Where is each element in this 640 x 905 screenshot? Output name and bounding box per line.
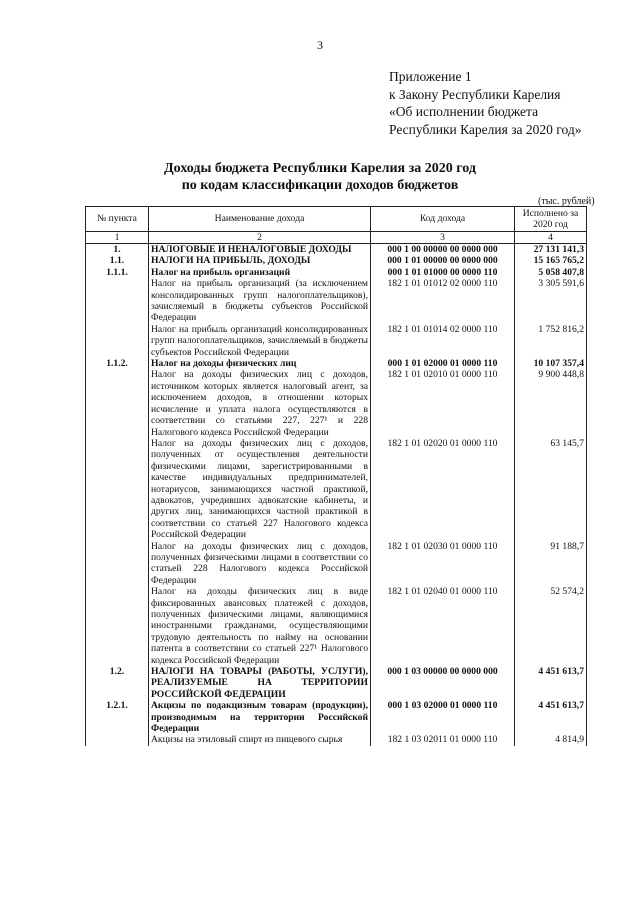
row-amount: 10 107 357,4 [515, 358, 587, 369]
col-number-2: 2 [149, 232, 371, 244]
row-amount: 4 814,9 [515, 734, 587, 745]
row-name: Акцизы на этиловый спирт из пищевого сырья [149, 734, 371, 745]
row-num: 1.2.1. [86, 700, 149, 734]
header-code: Код дохода [371, 207, 515, 232]
row-num [86, 324, 149, 358]
row-name: Акцизы по подакцизным товарам (продукции), производимым на территории Российской Федерации [149, 700, 371, 734]
table-row [86, 244, 587, 256]
row-name: Налог на доходы физических лиц в виде фиксированных авансовых платежей с доходов, полученных физическими лицами, являющимися иностранными гражданами, осуществляющими трудовую деятельность по найму на основании патента в соответствии со статьей 227¹ Налогового кодекса Российской Федерации [149, 586, 371, 666]
table-header [86, 207, 587, 244]
page-number: 3 [317, 38, 323, 52]
row-name: Налог на прибыль организаций консолидированных групп налогоплательщиков, зачисляемый в бюджеты субъектов Российской Федерации [149, 324, 371, 358]
row-code: 000 1 01 01000 00 0000 110 [371, 267, 515, 278]
document-title [0, 160, 640, 194]
row-num: 1.1.1. [86, 267, 149, 278]
row-num [86, 541, 149, 587]
appendix-header [389, 68, 581, 138]
row-name: Налог на доходы физических лиц с доходов, источником которых является налоговый агент, за исключением доходов, в отношении которых исчисление и уплата налога осуществляются в соответствии со статьями 227, 227¹ и 228 Налогового кодекса Российской Федерации [149, 369, 371, 437]
table-row [86, 369, 587, 437]
table-row [86, 541, 587, 587]
table-row [86, 255, 587, 266]
row-num [86, 278, 149, 324]
row-code: 000 1 03 02000 01 0000 110 [371, 700, 515, 734]
row-amount: 9 900 448,8 [515, 369, 587, 437]
row-name: Налог на доходы физических лиц с доходов, полученных физическими лицами в соответствии со статьей 228 Налогового кодекса Российской Федерации [149, 541, 371, 587]
table-row [86, 666, 587, 700]
header-name: Наименование дохода [149, 207, 371, 232]
row-num: 1.2. [86, 666, 149, 700]
row-num: 1. [86, 244, 149, 256]
title-line-2: по кодам классификации доходов бюджетов [181, 178, 459, 193]
row-amount: 91 188,7 [515, 541, 587, 587]
row-num [86, 734, 149, 745]
row-name: Налог на доходы физических лиц с доходов, полученных от осуществления деятельности физическими лицами, зарегистрированными в качестве индивидуальных предпринимателей, нотариусов, занимающихся частной практикой, адвокатов, учредивших адвокатские кабинеты, и других лиц, занимающихся частной практикой в соответствии со статьей 227 Налогового кодекса Российской Федерации [149, 438, 371, 541]
title-line-1: Доходы бюджета Республики Карелия за 2020 год [164, 161, 476, 176]
row-amount: 27 131 141,3 [515, 244, 587, 256]
row-code: 182 1 01 01012 02 0000 110 [371, 278, 515, 324]
row-code: 000 1 00 00000 00 0000 000 [371, 244, 515, 256]
row-code: 182 1 01 02010 01 0000 110 [371, 369, 515, 437]
row-num [86, 438, 149, 541]
row-amount: 1 752 816,2 [515, 324, 587, 358]
row-code: 182 1 01 02040 01 0000 110 [371, 586, 515, 666]
row-code: 000 1 01 02000 01 0000 110 [371, 358, 515, 369]
row-code: 182 1 03 02011 01 0000 110 [371, 734, 515, 745]
appendix-line-3: «Об исполнении бюджета [389, 104, 539, 119]
col-number-4: 4 [515, 232, 587, 244]
col-number-1: 1 [86, 232, 149, 244]
col-number-3: 3 [371, 232, 515, 244]
row-num: 1.1.2. [86, 358, 149, 369]
row-num [86, 369, 149, 437]
row-code: 182 1 01 02020 01 0000 110 [371, 438, 515, 541]
row-amount: 4 451 613,7 [515, 700, 587, 734]
row-name: НАЛОГИ НА ТОВАРЫ (РАБОТЫ, УСЛУГИ), РЕАЛИЗУЕМЫЕ НА ТЕРРИТОРИИ РОССИЙСКОЙ ФЕДЕРАЦИИ [149, 666, 371, 700]
table-row [86, 586, 587, 666]
income-table [85, 206, 587, 746]
table-row [86, 700, 587, 734]
row-amount: 3 305 591,6 [515, 278, 587, 324]
row-name: НАЛОГИ НА ПРИБЫЛЬ, ДОХОДЫ [149, 255, 371, 266]
row-amount: 15 165 765,2 [515, 255, 587, 266]
row-code: 182 1 01 01014 02 0000 110 [371, 324, 515, 358]
row-amount: 52 574,2 [515, 586, 587, 666]
appendix-line-2: к Закону Республики Карелия [389, 86, 561, 102]
table-row [86, 734, 587, 745]
header-num: № пункта [86, 207, 149, 232]
table-row [86, 358, 587, 369]
appendix-line-4: Республики Карелия за 2020 год» [389, 121, 582, 137]
table-row [86, 267, 587, 278]
row-name: Налог на прибыль организаций (за исключением консолидированных групп налогоплательщиков), зачисляемый в бюджеты субъектов Российской Федерации [149, 278, 371, 324]
row-name: Налог на доходы физических лиц [149, 358, 371, 369]
header-amount: Исполнено за 2020 год [515, 207, 587, 232]
row-num: 1.1. [86, 255, 149, 266]
row-num [86, 586, 149, 666]
row-name: НАЛОГОВЫЕ И НЕНАЛОГОВЫЕ ДОХОДЫ [149, 244, 371, 256]
appendix-line-1: Приложение 1 [389, 69, 472, 84]
row-code: 000 1 03 00000 00 0000 000 [371, 666, 515, 700]
row-amount: 4 451 613,7 [515, 666, 587, 700]
row-name: Налог на прибыль организаций [149, 267, 371, 278]
units-label: (тыс. рублей) [538, 196, 595, 207]
row-amount: 63 145,7 [515, 438, 587, 541]
row-amount: 5 058 407,8 [515, 267, 587, 278]
row-code: 182 1 01 02030 01 0000 110 [371, 541, 515, 587]
table-row [86, 324, 587, 358]
table-row [86, 278, 587, 324]
row-code: 000 1 01 00000 00 0000 000 [371, 255, 515, 266]
table-body [86, 244, 587, 746]
table-row [86, 438, 587, 541]
